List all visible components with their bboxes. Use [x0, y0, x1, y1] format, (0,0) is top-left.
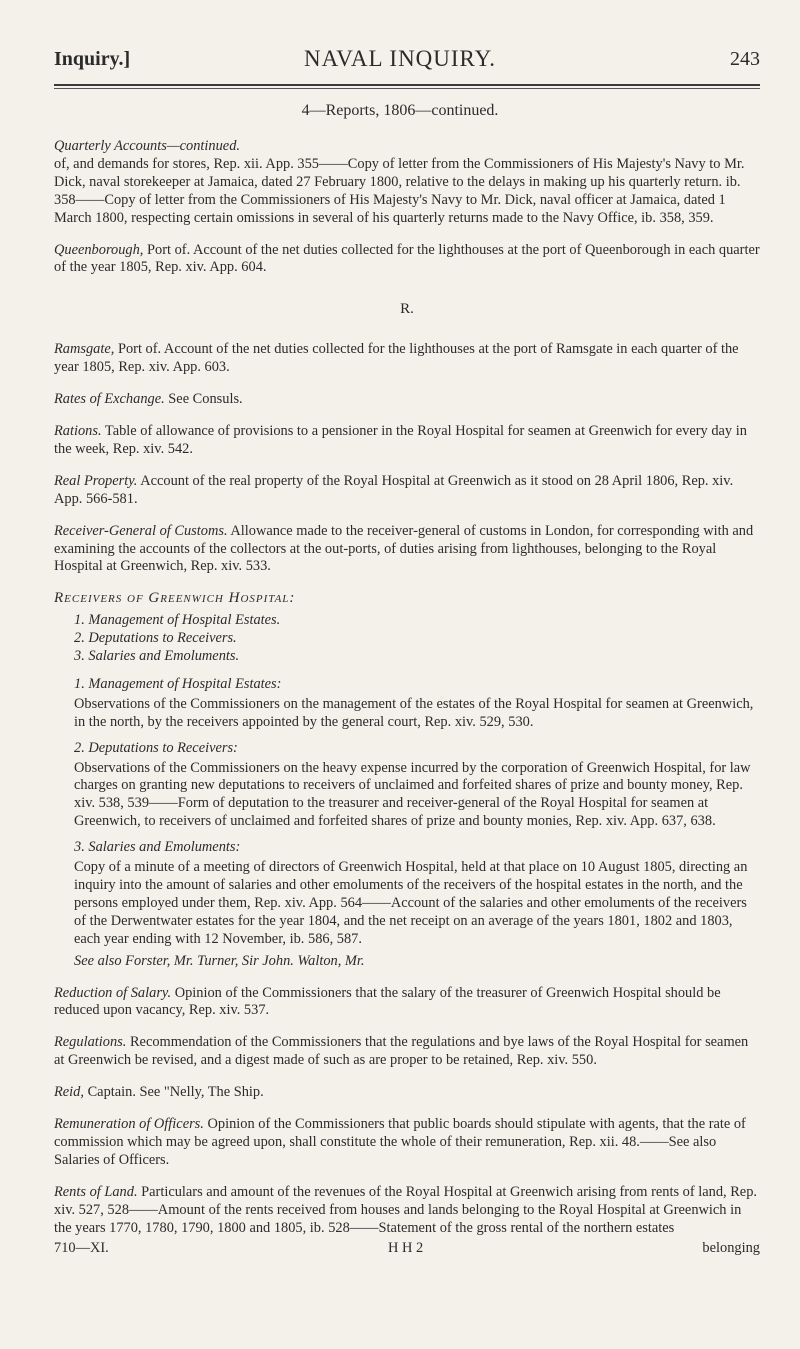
entry-receiver-general — [54, 523, 760, 577]
entry-head: Remuneration of Officers. — [54, 1116, 204, 1133]
entry-text: Particulars and amount of the revenues of the Royal Hospital at Greenwich arising from rents of land, Rep. xiv. 527, 528——Amount of the rents received from houses and lands belonging to the Royal Hospital at Greenwich in the years 1770, 1780, 1790, 1800 and 1805, ib. 528——Statement of the gross rental of the northern estates — [54, 1183, 757, 1236]
entry-receivers-of-greenwich — [54, 590, 760, 970]
entry-ramsgate — [54, 341, 760, 377]
subsection-title: 2. Deputations to Receivers: — [74, 739, 238, 756]
entry-rents-of-land — [54, 1184, 760, 1238]
entry-text: Captain. See "Nelly, The Ship. — [83, 1084, 264, 1101]
entry-head: Reid, — [54, 1084, 84, 1101]
entry-text: Allowance made to the receiver-general of customs in London, for corresponding with and examining the accounts of the collectors at the out-ports, of duties arising from lighthouses, belonging to the Royal Hospital at Greenwich, Rep. xiv. 533. — [54, 522, 754, 575]
entry-text: Opinion of the Commissioners that the salary of the treasurer of Greenwich Hospital should be reduced upon vacancy, Rep. xiv. 537. — [54, 984, 721, 1019]
entry-head: Receiver-General of Customs. — [54, 522, 228, 539]
entry-remuneration — [54, 1116, 760, 1170]
entry-head: Ramsgate, — [54, 341, 115, 358]
section-letter: R. — [400, 301, 414, 318]
footer-signature-code: 710—XI. — [54, 1239, 109, 1256]
entry-quarterly-accounts — [54, 138, 760, 228]
see-also: See also Forster, Mr. Turner, Sir John. Walton, Mr. — [74, 952, 365, 969]
header-rule — [54, 84, 760, 86]
entry-head: Real Property. — [54, 472, 138, 489]
entry-text: of, and demands for stores, Rep. xii. App. 355——Copy of letter from the Commissioners of His Majesty's Navy to Mr. Dick, naval storekeeper at Jamaica, dated 27 February 1800, relative to the delays in making up his quarterly return. ib. 358——Copy of letter from the Commissioners of His Majesty's Navy to Mr. Dick, naval officer at Jamaica, dated 1 March 1800, respecting certain omissions in several of his quarterly returns made to the Navy Office, ib. 358, 359. — [54, 155, 745, 226]
entry-text: Table of allowance of provisions to a pensioner in the Royal Hospital for seamen at Greenwich for every day in the week, Rep. xiv. 542. — [54, 422, 747, 457]
entry-text: Recommendation of the Commissioners that the regulations and bye laws of the Royal Hospital for seamen at Greenwich be revised, and a digest made of such as are proper to be retained, Rep. xiv. 550. — [54, 1034, 749, 1069]
list-item: 2. Deputations to Receivers. — [74, 630, 237, 647]
list-item: 1. Management of Hospital Estates. — [74, 612, 281, 629]
entry-queenborough — [54, 242, 760, 278]
entry-text: Opinion of the Commissioners that public boards should stipulate with agents, that the rate of commission which may be agreed upon, shall constitute the whole of their remuneration, Rep. xii. 48.——See also Salaries of Officers. — [54, 1116, 746, 1168]
entry-rates-of-exchange — [54, 391, 760, 409]
entry-text: Account of the real property of the Royal Hospital at Greenwich as it stood on 28 April 1806, Rep. xiv. App. 566-581. — [54, 472, 734, 507]
subsection-text: Observations of the Commissioners on the heavy expense incurred by the corporation of Greenwich Hospital, for law charges on granting new deputations to receivers of unclaimed and forfeited shares of prize and bounty money, Rep. xiv. 538, 539——Form of deputation to the treasurer and receiver-general of the Royal Hospital for seamen at Greenwich, to receivers of unclaimed and forfeited shares of prize and bounty monies, Rep. xiv. App. 637, 638. — [74, 759, 751, 830]
subsection-title: 1. Management of Hospital Estates: — [74, 675, 282, 692]
header-rule-thin — [54, 88, 760, 89]
entry-head: Rates of Exchange. — [54, 391, 165, 408]
subsection-title: 3. Salaries and Emoluments: — [74, 839, 241, 856]
running-head-title: NAVAL INQUIRY. — [303, 46, 497, 71]
entry-head: Quarterly Accounts—continued. — [54, 138, 240, 154]
entry-real-property — [54, 473, 760, 509]
entry-text: Port of. Account of the net duties collected for the lighthouses at the port of Ramsgate in each quarter of the year 1805, Rep. xiv. App. 603. — [54, 341, 739, 376]
footer-catchword: belonging — [702, 1239, 760, 1256]
page-number: 243 — [730, 48, 760, 70]
index-body — [54, 138, 760, 1257]
list-item: 3. Salaries and Emoluments. — [74, 648, 240, 665]
entry-head: Receivers of Greenwich Hospital: — [54, 590, 296, 607]
subsection-text: Observations of the Commissioners on the management of the estates of the Royal Hospital for seamen at Greenwich, in the north, by the receivers appointed by the general court, Rep. xiv. 529, 530. — [74, 695, 754, 730]
entry-head: Rations. — [54, 422, 102, 439]
entry-regulations — [54, 1034, 760, 1070]
entry-head: Queenborough, — [54, 241, 144, 258]
entry-reduction-of-salary — [54, 985, 760, 1021]
receivers-subject-list — [74, 612, 760, 666]
entry-head: Rents of Land. — [54, 1183, 138, 1200]
entry-head: Reduction of Salary. — [54, 984, 172, 1001]
running-head-section: Inquiry.] — [54, 48, 131, 70]
entry-head: Regulations. — [54, 1034, 127, 1051]
entry-reid — [54, 1084, 760, 1102]
entry-text: Port of. Account of the net duties collected for the lighthouses at the port of Queenborough in each quarter of the year 1805, Rep. xiv. App. 604. — [54, 241, 760, 276]
subsection-text: Copy of a minute of a meeting of directors of Greenwich Hospital, held at that place on 10 August 1805, directing an inquiry into the amount of salaries and other emoluments of the receivers of the hospital estates in the north, and the persons employed under them, Rep. xiv. App. 564——Account of the salaries and other emoluments of the receivers of the Derwentwater estates for the year 1804, and the net receipt on an average of the years 1801, 1802 and 1803, each year ending with 12 November, ib. 586, 587. — [74, 859, 748, 947]
entry-text: See Consuls. — [164, 391, 243, 408]
footer-signature-mark: H H 2 — [388, 1239, 424, 1256]
page-footer — [54, 1240, 760, 1258]
subheading: 4—Reports, 1806—continued. — [301, 102, 499, 119]
entry-rations — [54, 423, 760, 459]
